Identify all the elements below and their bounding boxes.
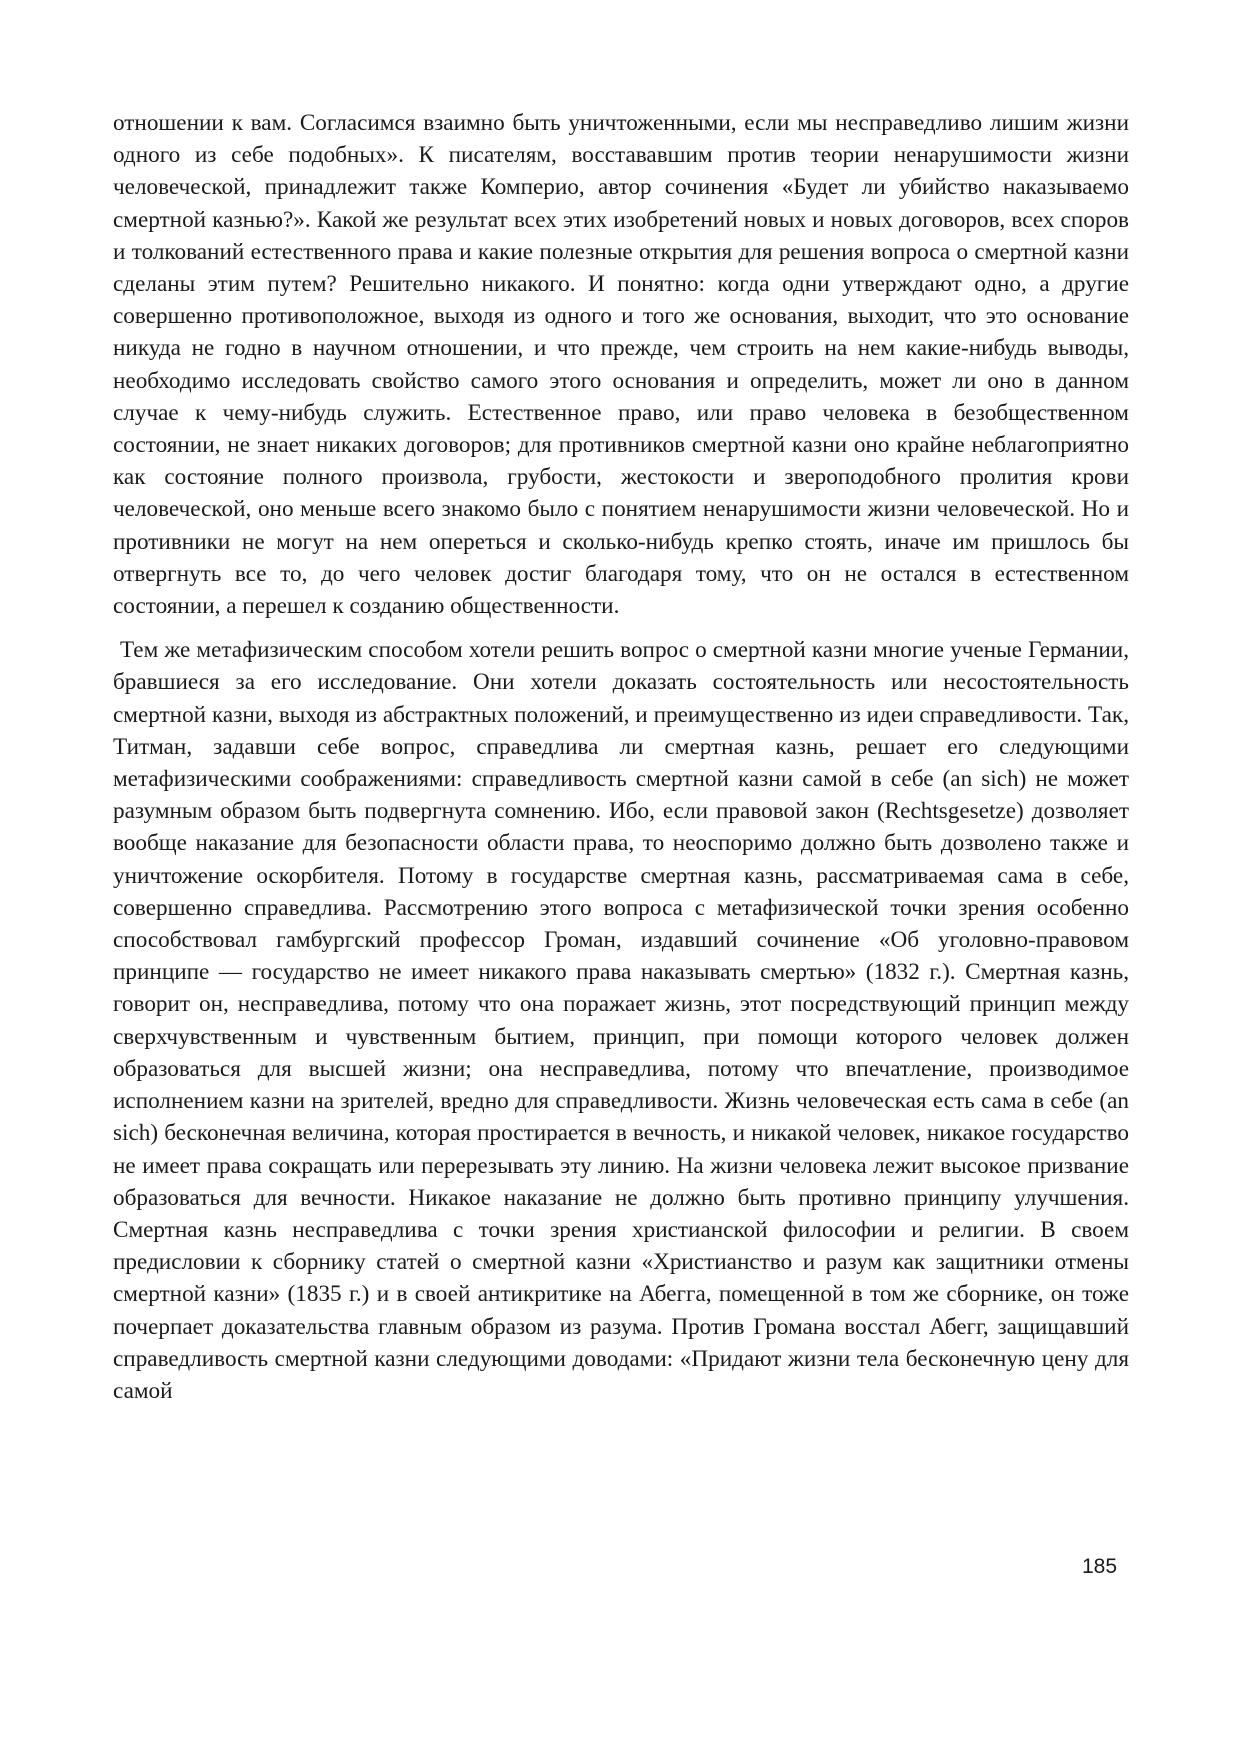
paragraph-1: отношении к вам. Согласимся взаимно быть уничтоженными, если мы несправедливо лишим жизни одного из себе подобных». К писателям, восстававшим против теории ненарушимости жизни человеческой, принадлежит также Комперио, автор сочинения «Будет ли убийство наказываемо смертной казнью?». Какой же результат всех этих изобретений новых и новых договоров, всех споров и толкований естественного права и какие полезные открытия для решения вопроса о смертной казни сделаны этим путем? Решительно никакого. И понятно: когда одни утверждают одно, а другие совершенно противоположное, выходя из одного и того же основания, выходит, что это основание никуда не годно в научном отношении, и что прежде, чем строить на нем какие-нибудь выводы, необходимо исследовать свойство самого этого основания и определить, может ли оно в данном случае к чему-нибудь служить. Естественное право, или право человека в безобщественном состоянии, не знает никаких договоров; для противников смертной казни оно крайне неблагоприятно как состояние полного произвола, грубости, жестокости и звероподобного пролития крови человеческой, оно меньше всего знакомо было с понятием ненарушимости жизни человеческой. Но и противники не могут на нем опереться и сколько-нибудь крепко стоять, иначе им пришлось бы отвергнуть все то, до чего человек достиг благодаря тому, что он не остался в естественном состоянии, а перешел к созданию общественности. [113,110,1129,620]
page-body [113,107,1129,1407]
paragraph-2: Тем же метафизическим способом хотели решить вопрос о смертной казни многие ученые Германии, бравшиеся за его исследование. Они хотели доказать состоятельность или несостоятельность смертной казни, выходя из абстрактных положений, и преимущественно из идеи справедливости. Так, Титман, задавши себе вопрос, справедлива ли смертная казнь, решает его следующими метафизическими соображениями: справедливость смертной казни самой в себе (an sich) не может разумным образом быть подвергнута сомнению. Ибо, если правовой закон (Rechtsgesetze) дозволяет вообще наказание для безопасности области права, то неоспоримо должно быть дозволено также и уничтожение оскорбителя. Потому в государстве смертная казнь, рассматриваемая сама в себе, совершенно справедлива. Рассмотрению этого вопроса с метафизической точки зрения особенно способствовал гамбургский профессор Громан, издавший сочинение «Об уголовно-правовом принципе — государство не имеет никакого права наказывать смертью» (1832 г.). Смертная казнь, говорит он, несправедлива, потому что она поражает жизнь, этот посредствующий принцип между сверхчувственным и чувственным бытием, принцип, при помощи которого человек должен образоваться для высшей жизни; она несправедлива, потому что впечатление, производимое исполнением казни на зрителей, вредно для справедливости. Жизнь человеческая есть сама в себе (an sich) бесконечная величина, которая простирается в вечность, и никакой человек, никакое государство не имеет права сокращать или перерезывать эту линию. На жизни человека лежит высокое призвание образоваться для вечности. Никакое наказание не должно быть противно принципу улучшения. Смертная казнь несправедлива с точки зрения христианской философии и религии. В своем предисловии к сборнику статей о смертной казни «Христианство и разум как защитники отмены смертной казни» (1835 г.) и в своей антикритике на Абегга, помещенной в том же сборнике, он тоже почерпает доказательства главным образом из разума. Против Громана восстал Абегг, защищавший справедливость смертной казни следующими доводами: «Придают жизни тела бесконечную цену для самой [113,637,1129,1404]
page-number: 185 [1082,1555,1118,1578]
